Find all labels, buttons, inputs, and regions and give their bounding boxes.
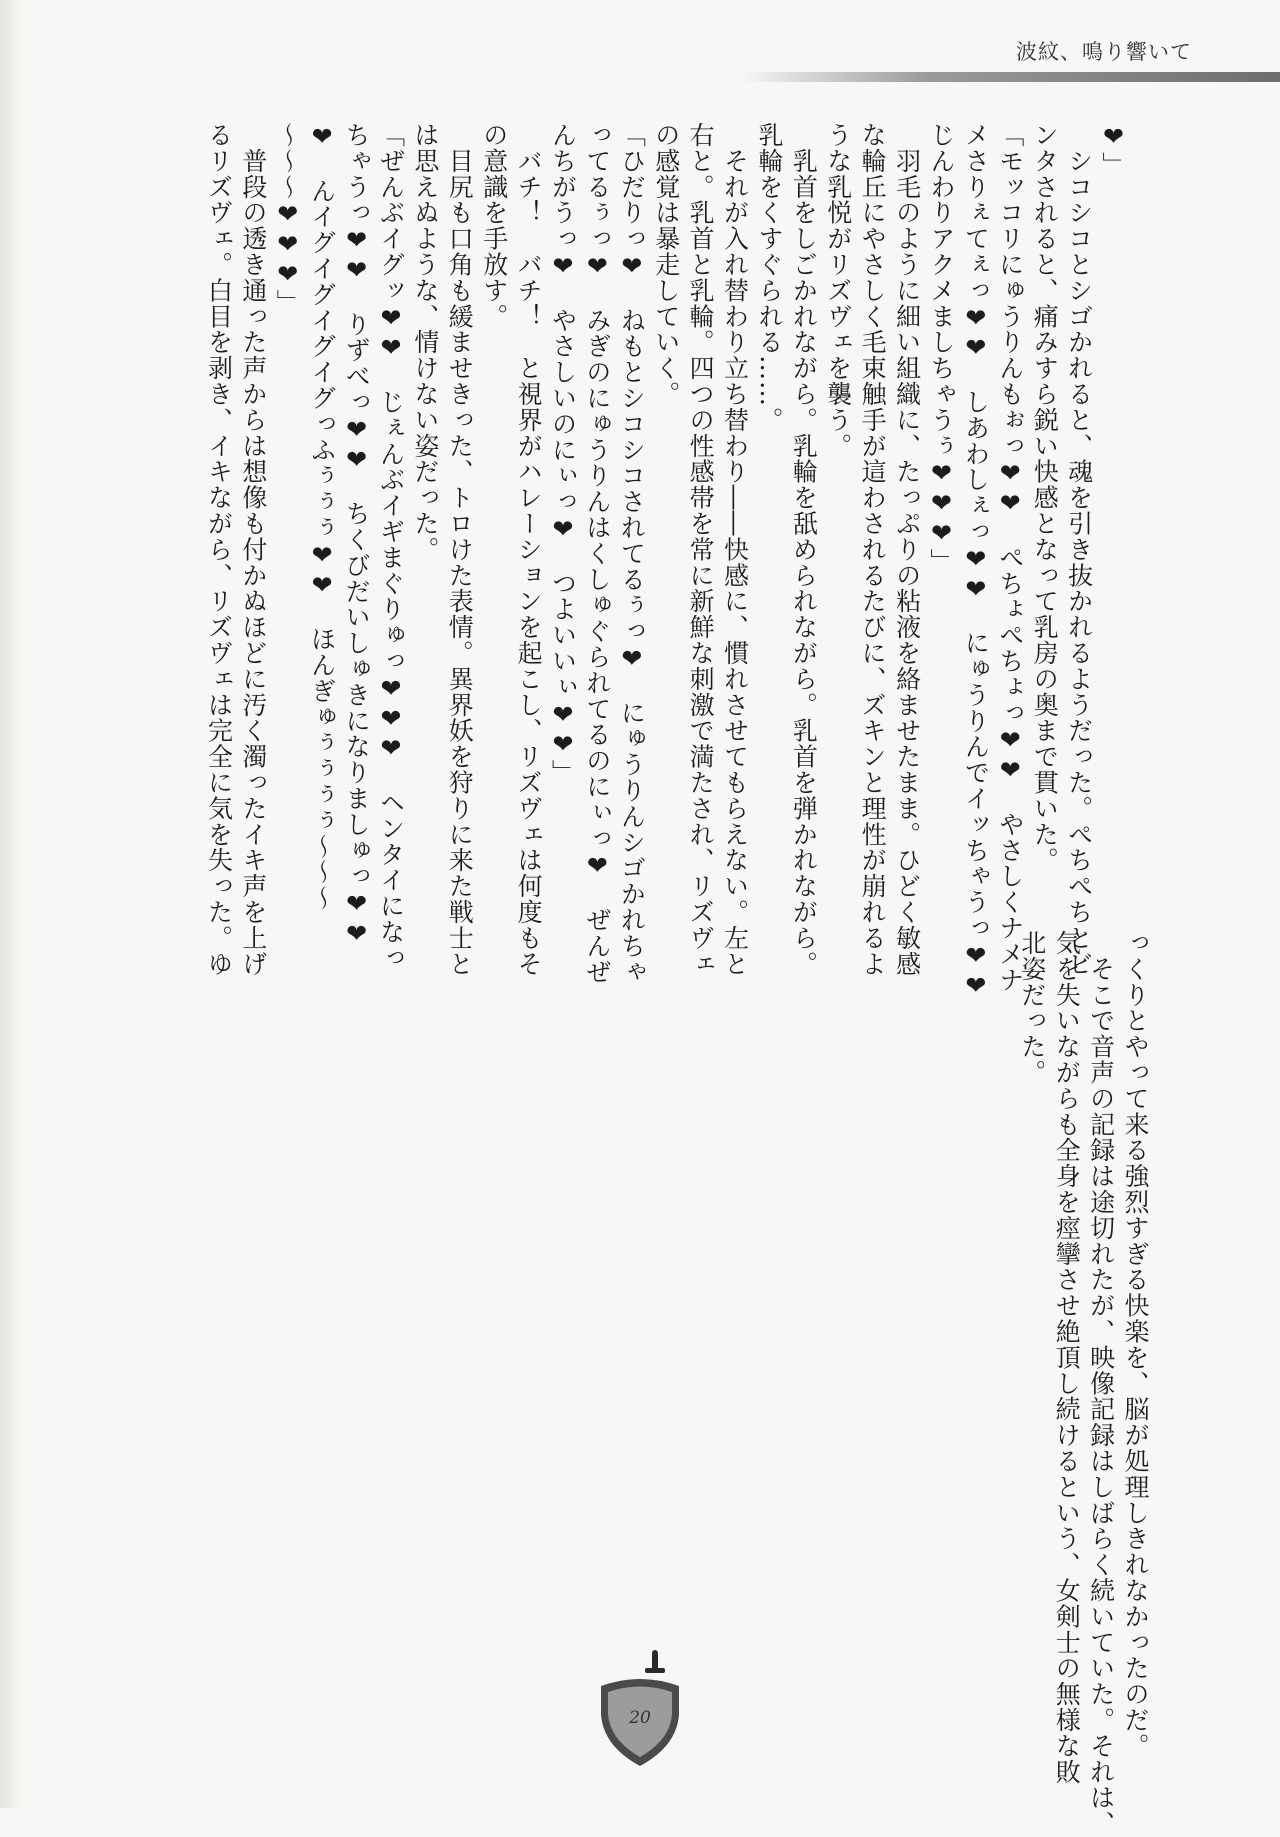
text-line: そこで音声の記録は途切れたが、映像記録はしばらく続いていた。それは、 [1086,930,1116,1837]
page-number-shield [595,1650,685,1768]
text-line: 気を失いながらも全身を痙攣させ絶頂し続けるという、女剣士の無様な敗 [1052,930,1082,1785]
text-line: バチ！ バチ！ と視界がハレーションを起こし、リズヴェは何度もそ [514,122,544,977]
text-line: んちがうっ❤ やさしいのにぃっ❤ つよいいぃ❤❤」 [548,122,578,786]
header-rule [740,72,1280,82]
text-line: の感覚は暴走していく。 [651,122,681,407]
text-line: ちゃうっ❤❤ りずべっ❤❤ ちくびだいしゅきになりましゅっ❤❤ [342,122,372,949]
text-line: メさりぇてぇっ❤❤ しあわしぇっ❤❤ にゅうりんでイッちゃうっ❤❤ [961,122,991,1001]
text-line: 北姿だった。 [1017,930,1047,1086]
upper-text-block [201,122,1130,1001]
text-line: 「ひだりっ❤ ねもとシコシコされてるぅっ❤ にゅうりんシゴかれちゃ [617,122,647,985]
text-line: は思えぬような、情けない姿だった。 [410,122,440,563]
text-line: 「ぜんぶイグッ❤❤ じぇんぶイギまぐりゅっ❤❤❤ ヘンタイになっ [376,122,406,971]
text-line: それが入れ替わり立ち替わり――快感に、慣れさせてもらえない。左と [720,122,750,977]
text-line: 羽毛のように細い組織に、たっぷりの粘液を絡ませたまま。ひどく敏感 [892,122,922,977]
running-title: 波紋、鳴り響いて [1016,40,1192,64]
text-line: シコシコとシゴかれると、魂を引き抜かれるようだった。ぺちぺちとビ [1064,122,1094,977]
text-line: ❤」 [1099,122,1128,178]
text-line: 普段の透き通った声からは想像も付かぬほどに汚く濁ったイキ声を上げ [238,122,268,977]
text-line: の意識を手放す。 [479,122,509,330]
text-line: ってるぅっ❤ みぎのにゅうりんはくしゅぐられてるのにぃっ❤ ぜんぜ [582,122,612,985]
page-number: 20 [629,1708,651,1728]
text-line: な輪丘にやさしく毛束触手が這わされるたびに、ズキンと理性が崩れるよ [858,122,888,977]
lower-text-block [1014,930,1152,1837]
text-line: 右と。乳首と乳輪。四つの性感帯を常に新鮮な刺激で満たされ、リズヴェ [686,122,716,977]
text-line: 乳輪をくすぐられる……。 [754,122,784,433]
text-line: ンタされると、痛みすら鋭い快感となって乳房の奥まで貫いた。 [1030,122,1060,874]
text-line: るリズヴェ。白目を剥き、イキながら、リズヴェは完全に気を失った。ゆ [204,122,234,977]
text-line: ❤ んイグイグイグイグっふぅぅぅ❤❤ ほんぎゅぅぅぅぅ〜〜〜 [307,122,337,911]
text-line: うな乳悦がリズヴェを襲う。 [823,122,853,459]
text-line: 「モッコリにゅうりんもぉっ❤❤ ぺちょぺちょっ❤❤ やさしくナメナ [995,122,1025,993]
text-line: じんわりアクメましちゃうぅ❤❤❤」 [926,122,956,575]
text-line: 乳首をしごかれながら。乳輪を舐められながら。乳首を弾かれながら。 [789,122,819,977]
text-line: 〜〜〜❤❤❤」 [273,122,303,316]
text-line: っくりとやって来る強烈すぎる快楽を、脳が処理しきれなかったのだ。 [1121,930,1150,1759]
text-line: 目尻も口角も緩ませきった、トロけた表情。異界妖を狩りに来た戦士と [445,122,475,977]
page-binding-edge [0,0,26,1808]
